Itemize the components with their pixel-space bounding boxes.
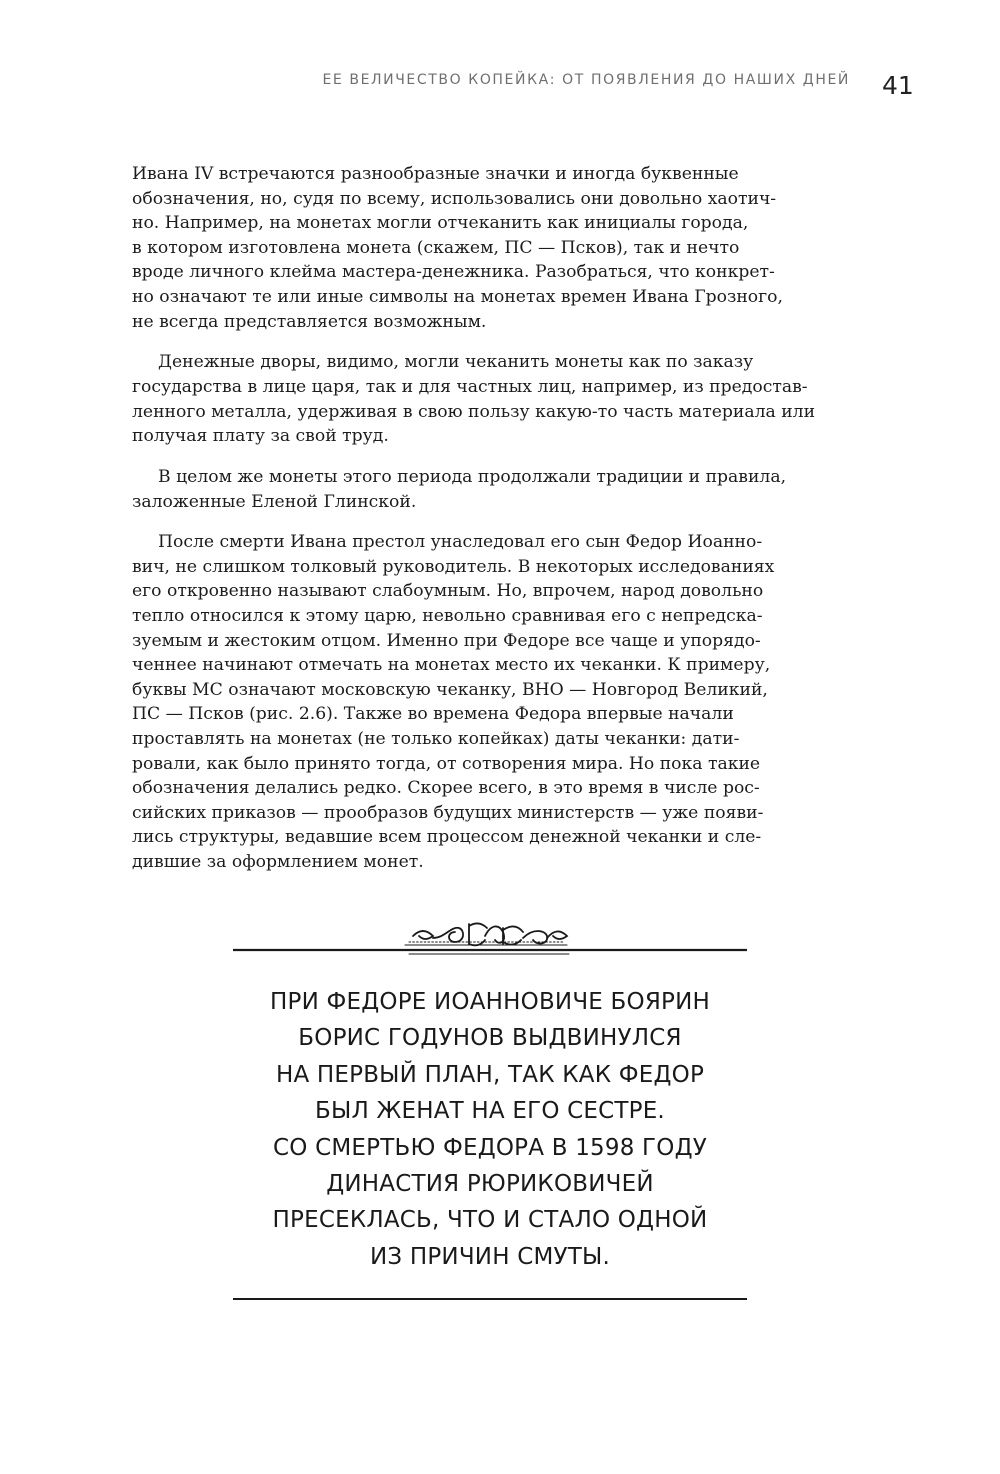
text-line: В целом же монеты этого периода продолжали традиции и правила, xyxy=(158,466,787,487)
text-line: вроде личного клейма мастера-денежника. Разобраться, что конкрет- xyxy=(132,262,775,283)
text-line: буквы МС означают московскую чеканку, ВНО — Новгород Великий, xyxy=(132,679,768,700)
text-line: тепло относился к этому царю, невольно сравнивая его с непредска- xyxy=(132,606,763,627)
text-line: обозначения делались редко. Скорее всего, в это время в числе рос- xyxy=(132,778,760,799)
text-line: государства в лице царя, так и для частных лиц, например, из предостав- xyxy=(132,376,808,397)
bottom-rule xyxy=(233,1298,747,1300)
text-line: После смерти Ивана престол унаследовал его сын Федор Иоанно- xyxy=(158,532,763,553)
text-line: зуемым и жестоким отцом. Именно при Федоре все чаще и упорядо- xyxy=(132,630,761,651)
paragraph-3 xyxy=(132,465,844,514)
quote-line: ИЗ ПРИЧИН СМУТЫ. xyxy=(370,1243,610,1270)
text-line: ченнее начинают отмечать на монетах место их чеканки. К примеру, xyxy=(132,655,771,676)
quote-line: ПРЕСЕКЛАСЬ, ЧТО И СТАЛО ОДНОЙ xyxy=(272,1207,708,1234)
quote-line: ДИНАСТИЯ РЮРИКОВИЧЕЙ xyxy=(326,1171,654,1198)
flourish-divider-icon xyxy=(233,914,747,958)
text-line: ПС — Псков (рис. 2.6). Также во времена Федора впервые начали xyxy=(132,704,734,725)
quote-line: БЫЛ ЖЕНАТ НА ЕГО СЕСТРЕ. xyxy=(315,1098,665,1125)
text-line: заложенные Еленой Глинской. xyxy=(132,491,417,512)
text-line: проставлять на монетах (не только копейках) даты чеканки: дати- xyxy=(132,729,740,750)
text-line: Денежные дворы, видимо, могли чеканить монеты как по заказу xyxy=(158,352,754,373)
text-line: но означают те или иные символы на монетах времен Ивана Грозного, xyxy=(132,286,783,307)
text-line: обозначения, но, судя по всему, использовались они довольно хаотич- xyxy=(132,188,777,209)
quote-line: НА ПЕРВЫЙ ПЛАН, ТАК КАК ФЕДОР xyxy=(275,1061,705,1088)
text-line: получая плату за свой труд. xyxy=(132,426,389,447)
quote-line: ПРИ ФЕДОРЕ ИОАННОВИЧЕ БОЯРИН xyxy=(270,989,710,1015)
text-line: Ивана IV встречаются разнообразные значки и иногда буквенные xyxy=(132,164,739,184)
quote-line: БОРИС ГОДУНОВ ВЫДВИНУЛСЯ xyxy=(298,1025,682,1052)
text-line: вич, не слишком толковый руководитель. В некоторых исследованиях xyxy=(132,556,775,577)
body-text xyxy=(132,162,844,891)
page-number: 41 xyxy=(882,71,914,100)
pull-quote xyxy=(170,984,810,1275)
text-line: сийских приказов — прообразов будущих министерств — уже появи- xyxy=(132,802,764,823)
text-line: ленного металла, удерживая в свою пользу какую-то часть материала или xyxy=(132,401,816,422)
quote-line: СО СМЕРТЬЮ ФЕДОРА В 1598 ГОДУ xyxy=(273,1134,707,1161)
running-title: ЕЕ ВЕЛИЧЕСТВО КОПЕЙКА: ОТ ПОЯВЛЕНИЯ ДО НАШИХ ДНЕЙ xyxy=(322,72,850,88)
text-line: дившие за оформлением монет. xyxy=(132,852,424,872)
text-line: его откровенно называют слабоумным. Но, впрочем, народ довольно xyxy=(132,581,764,602)
text-line: но. Например, на монетах могли отчеканить как инициалы города, xyxy=(132,213,749,234)
paragraph-1 xyxy=(132,162,844,334)
text-line: лись структуры, ведавшие всем процессом денежной чеканки и сле- xyxy=(132,827,762,848)
paragraph-4 xyxy=(132,530,844,874)
paragraph-2 xyxy=(132,350,844,448)
text-line: в котором изготовлена монета (скажем, ПС — Псков), так и нечто xyxy=(132,237,740,258)
text-line: не всегда представляется возможным. xyxy=(132,311,487,332)
text-line: ровали, как было принято тогда, от сотворения мира. Но пока такие xyxy=(132,753,761,774)
